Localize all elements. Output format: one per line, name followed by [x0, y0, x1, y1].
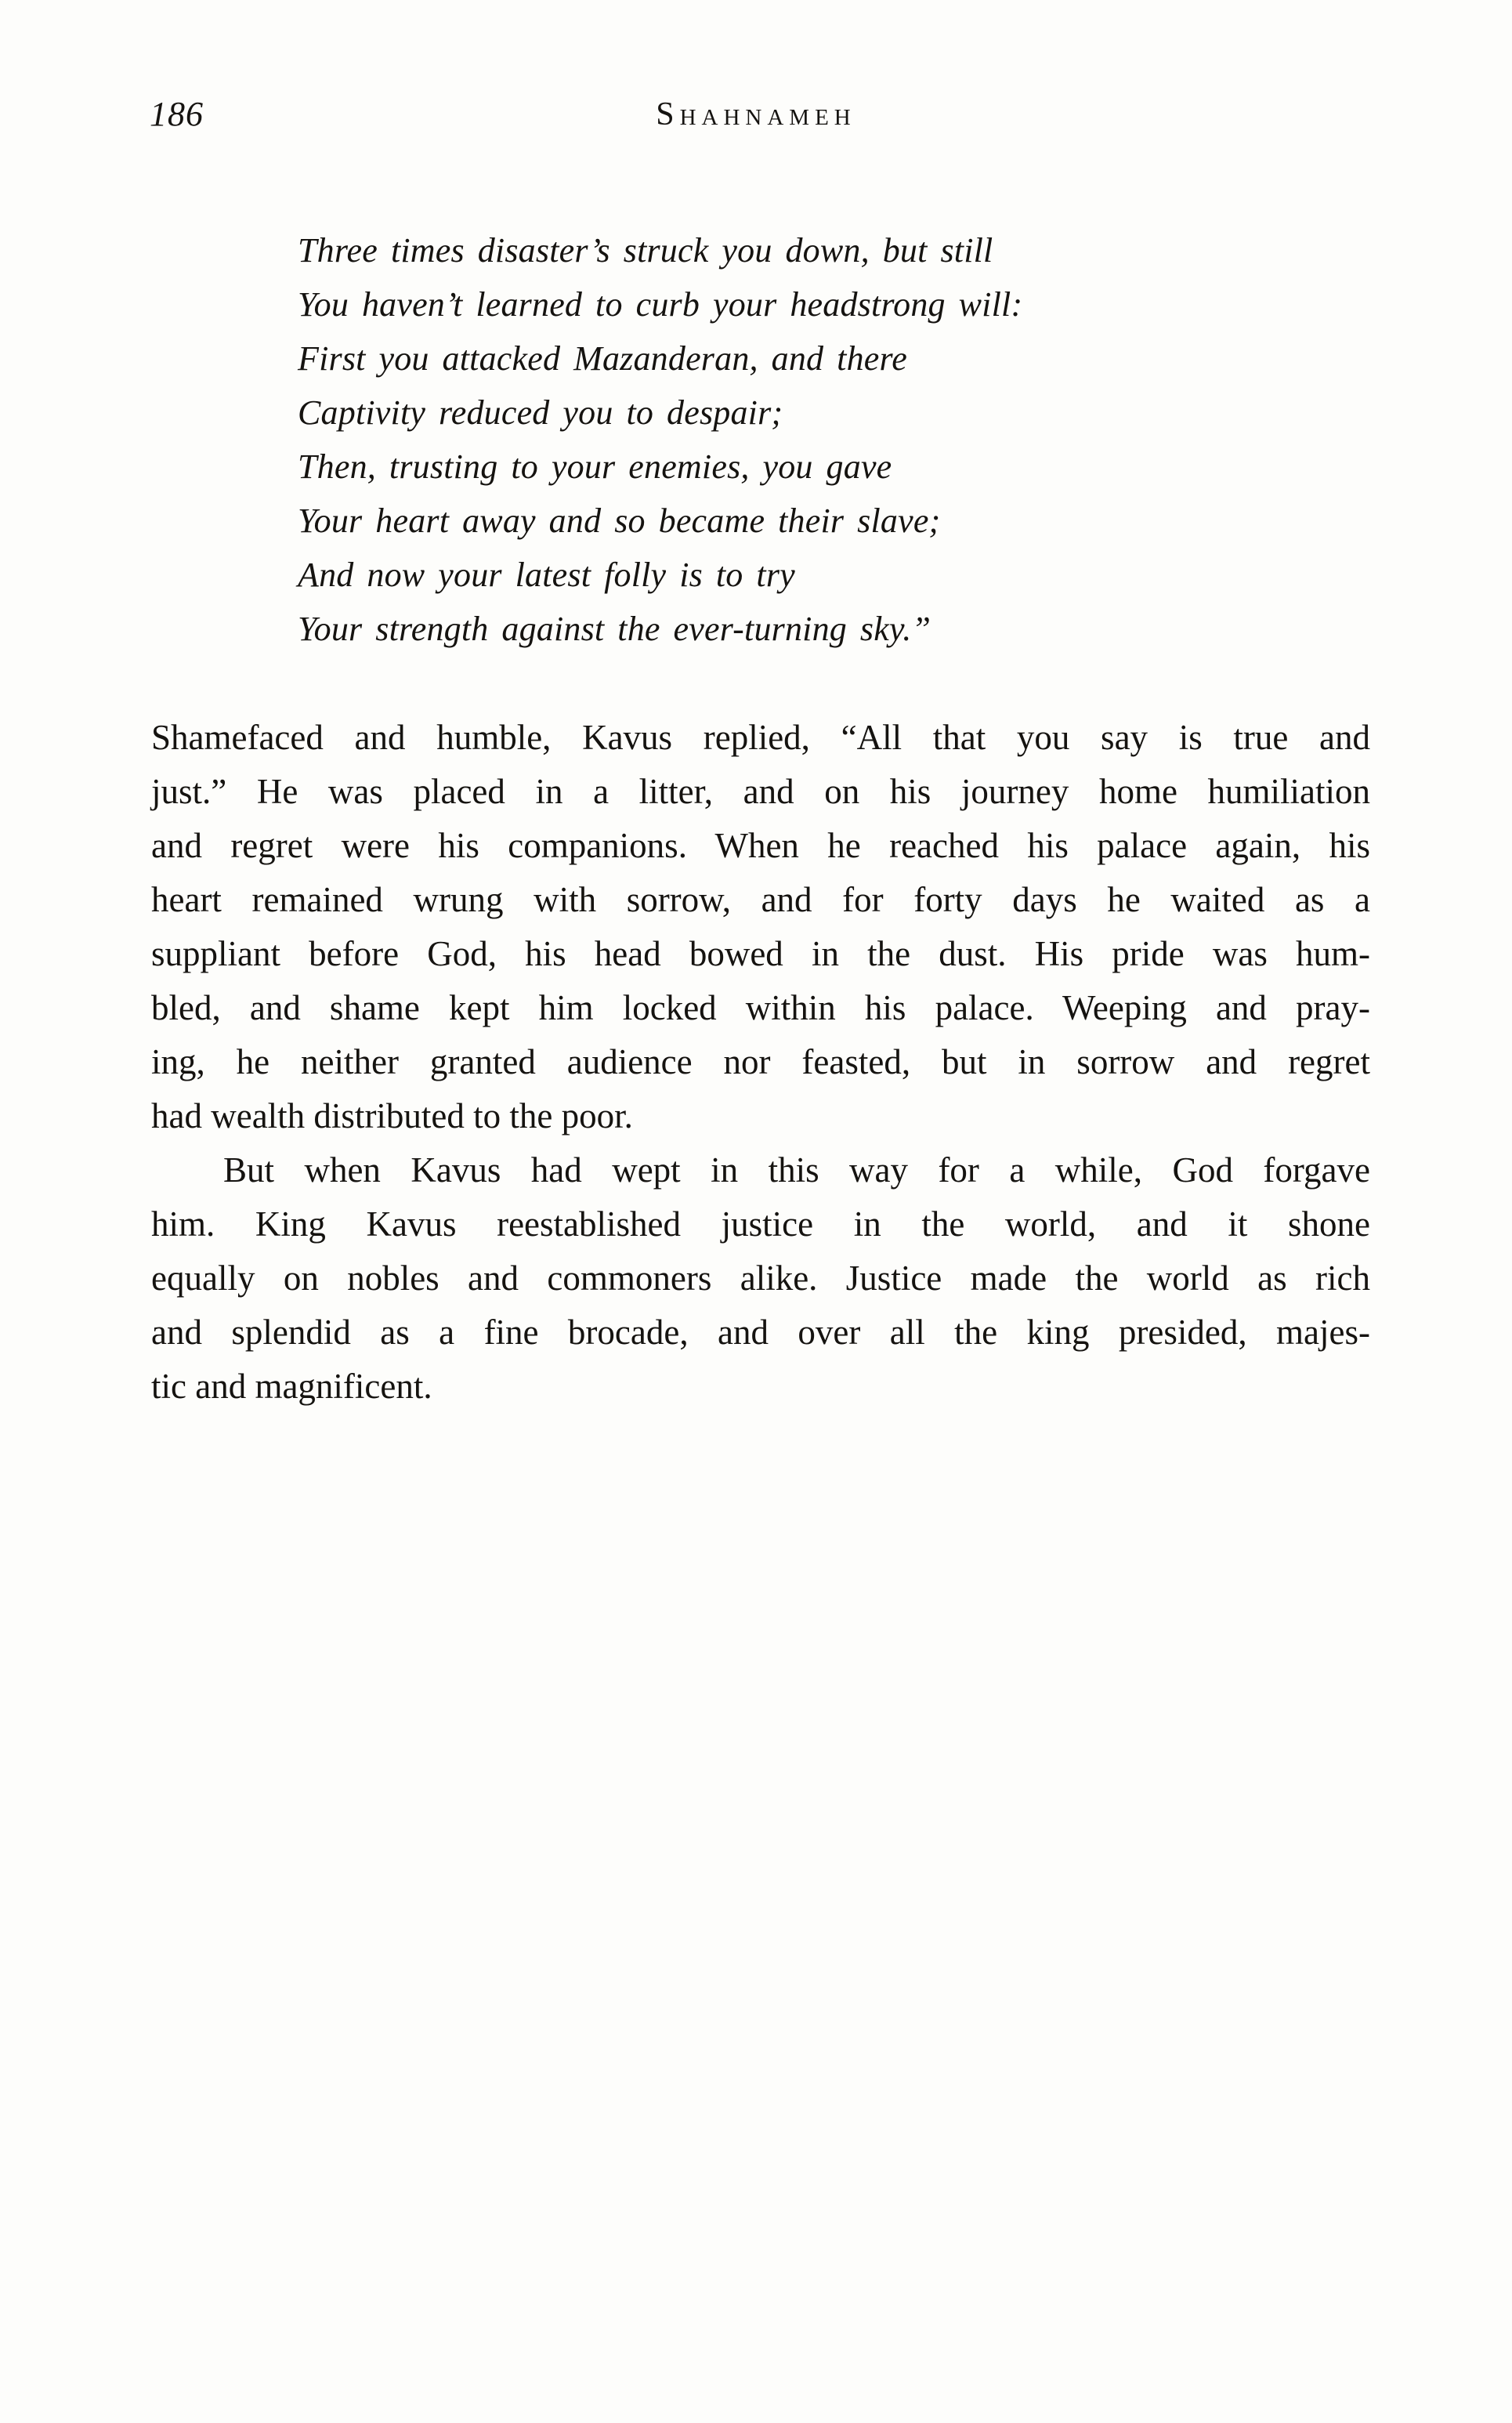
prose-line: suppliant before God, his head bowed in the dust. His pride was hum-: [151, 934, 1370, 973]
verse-line: Your heart away and so became their slave;: [298, 502, 941, 540]
prose-line: equally on nobles and commoners alike. Justice made the world as rich: [151, 1259, 1370, 1298]
paragraph: [151, 1143, 1370, 1414]
prose-line: ing, he neither granted audience nor feasted, but in sorrow and regret: [151, 1042, 1370, 1081]
prose-line: But when Kavus had wept in this way for a while, God forgave: [223, 1150, 1370, 1190]
verse-quotation: [298, 223, 1238, 656]
prose-line: just.” He was placed in a litter, and on his journey home humiliation: [151, 772, 1370, 811]
prose-line: him. King Kavus reestablished justice in the world, and it shone: [151, 1204, 1370, 1244]
verse-line: Then, trusting to your enemies, you gave: [298, 447, 892, 486]
prose-line: heart remained wrung with sorrow, and for forty days he waited as a: [151, 880, 1370, 919]
verse-line: Captivity reduced you to despair;: [298, 393, 783, 432]
running-head: [0, 92, 1512, 136]
prose-line: Shamefaced and humble, Kavus replied, “All that you say is true and: [151, 718, 1370, 757]
verse-line: First you attacked Mazanderan, and there: [298, 339, 907, 378]
prose-line: bled, and shame kept him locked within his palace. Weeping and pray-: [151, 988, 1370, 1027]
verse-line: You haven’t learned to curb your headstrong will:: [298, 285, 1023, 324]
prose-line: tic and magnificent.: [151, 1367, 432, 1406]
prose-line: and regret were his companions. When he reached his palace again, his: [151, 826, 1370, 865]
verse-line: Three times disaster’s struck you down, but still: [298, 231, 993, 270]
verse-line: Your strength against the ever-turning sky.”: [298, 610, 931, 648]
paragraph: [151, 711, 1370, 1143]
body-text: [151, 711, 1370, 1414]
running-head-title: Shahnameh: [656, 96, 856, 132]
prose-line: and splendid as a fine brocade, and over all the king presided, majes-: [151, 1313, 1370, 1352]
prose-line: had wealth distributed to the poor.: [151, 1096, 633, 1135]
verse-line: And now your latest folly is to try: [298, 556, 795, 594]
page-number: 186: [150, 95, 204, 133]
